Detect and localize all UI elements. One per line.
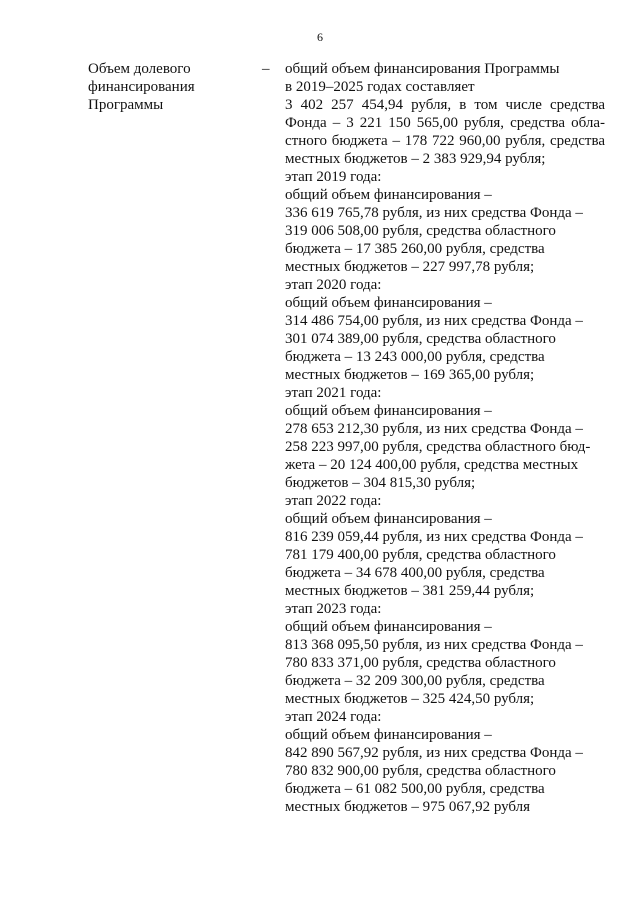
text-line: бюджета – 61 082 500,00 рубля, средства [285,781,545,797]
text-line: местных бюджетов – 975 067,92 рубля [285,799,531,815]
text-line: 780 832 900,00 рубля, средства областного [285,763,556,779]
text-line: в 2019–2025 годах составляет [285,79,475,95]
section-label-line: Объем долевого [88,61,191,77]
text-line: бюджета – 32 209 300,00 рубля, средства [285,673,545,689]
text-line: общий объем финансирования – [285,295,492,311]
text-line: 314 486 754,00 рубля, из них средства Фонда – [285,313,583,329]
text-line: 816 239 059,44 рубля, из них средства Фонда – [285,529,583,545]
text-line: бюджетов – 304 815,30 рубля; [285,475,476,491]
stage-heading: этап 2020 года: [285,277,382,293]
section-label [88,60,248,114]
stage-heading: этап 2021 года: [285,385,382,401]
text-line: 781 179 400,00 рубля, средства областного [285,547,556,563]
text-line: 813 368 095,50 рубля, из них средства Фонда – [285,637,583,653]
text-line: 780 833 371,00 рубля, средства областного [285,655,556,671]
text-line: местных бюджетов – 325 424,50 рубля; [285,691,535,707]
text-line: местных бюджетов – 169 365,00 рубля; [285,367,535,383]
text-line: местных бюджетов – 381 259,44 рубля; [285,583,535,599]
text-line: общий объем финансирования – [285,403,492,419]
stage-heading: этап 2023 года: [285,601,382,617]
page-number: 6 [317,30,323,44]
text-line: общий объем финансирования Программы [285,61,560,77]
text-line: 319 006 508,00 рубля, средства областного [285,223,556,239]
stage-heading: этап 2019 года: [285,169,382,185]
text-line: общий объем финансирования – [285,619,492,635]
text-line: местных бюджетов – 227 997,78 рубля; [285,259,535,275]
text-line: стного бюджета – 178 722 960,00 рубля, средства [285,133,605,149]
text-line: 3 402 257 454,94 рубля, в том числе средства [285,97,605,113]
text-line: 258 223 997,00 рубля, средства областного бюд- [285,439,591,455]
text-line: общий объем финансирования – [285,727,492,743]
section-label-line: Программы [88,97,164,113]
text-line: бюджета – 17 385 260,00 рубля, средства [285,241,545,257]
text-line: жета – 20 124 400,00 рубля, средства местных [285,457,579,473]
financing-text [285,60,605,816]
stage-heading: этап 2022 года: [285,493,382,509]
text-line: местных бюджетов – 2 383 929,94 рубля; [285,151,546,167]
section-label-line: финансирования [88,79,195,95]
text-line: Фонда – 3 221 150 565,00 рубля, средства обла- [285,115,605,131]
text-line: 336 619 765,78 рубля, из них средства Фонда – [285,205,583,221]
stage-heading: этап 2024 года: [285,709,382,725]
text-line: 278 653 212,30 рубля, из них средства Фонда – [285,421,583,437]
text-line: общий объем финансирования – [285,511,492,527]
text-line: бюджета – 13 243 000,00 рубля, средства [285,349,545,365]
text-line: 842 890 567,92 рубля, из них средства Фонда – [285,745,583,761]
label-dash: – [262,61,270,77]
text-line: бюджета – 34 678 400,00 рубля, средства [285,565,545,581]
text-line: общий объем финансирования – [285,187,492,203]
text-line: 301 074 389,00 рубля, средства областного [285,331,556,347]
